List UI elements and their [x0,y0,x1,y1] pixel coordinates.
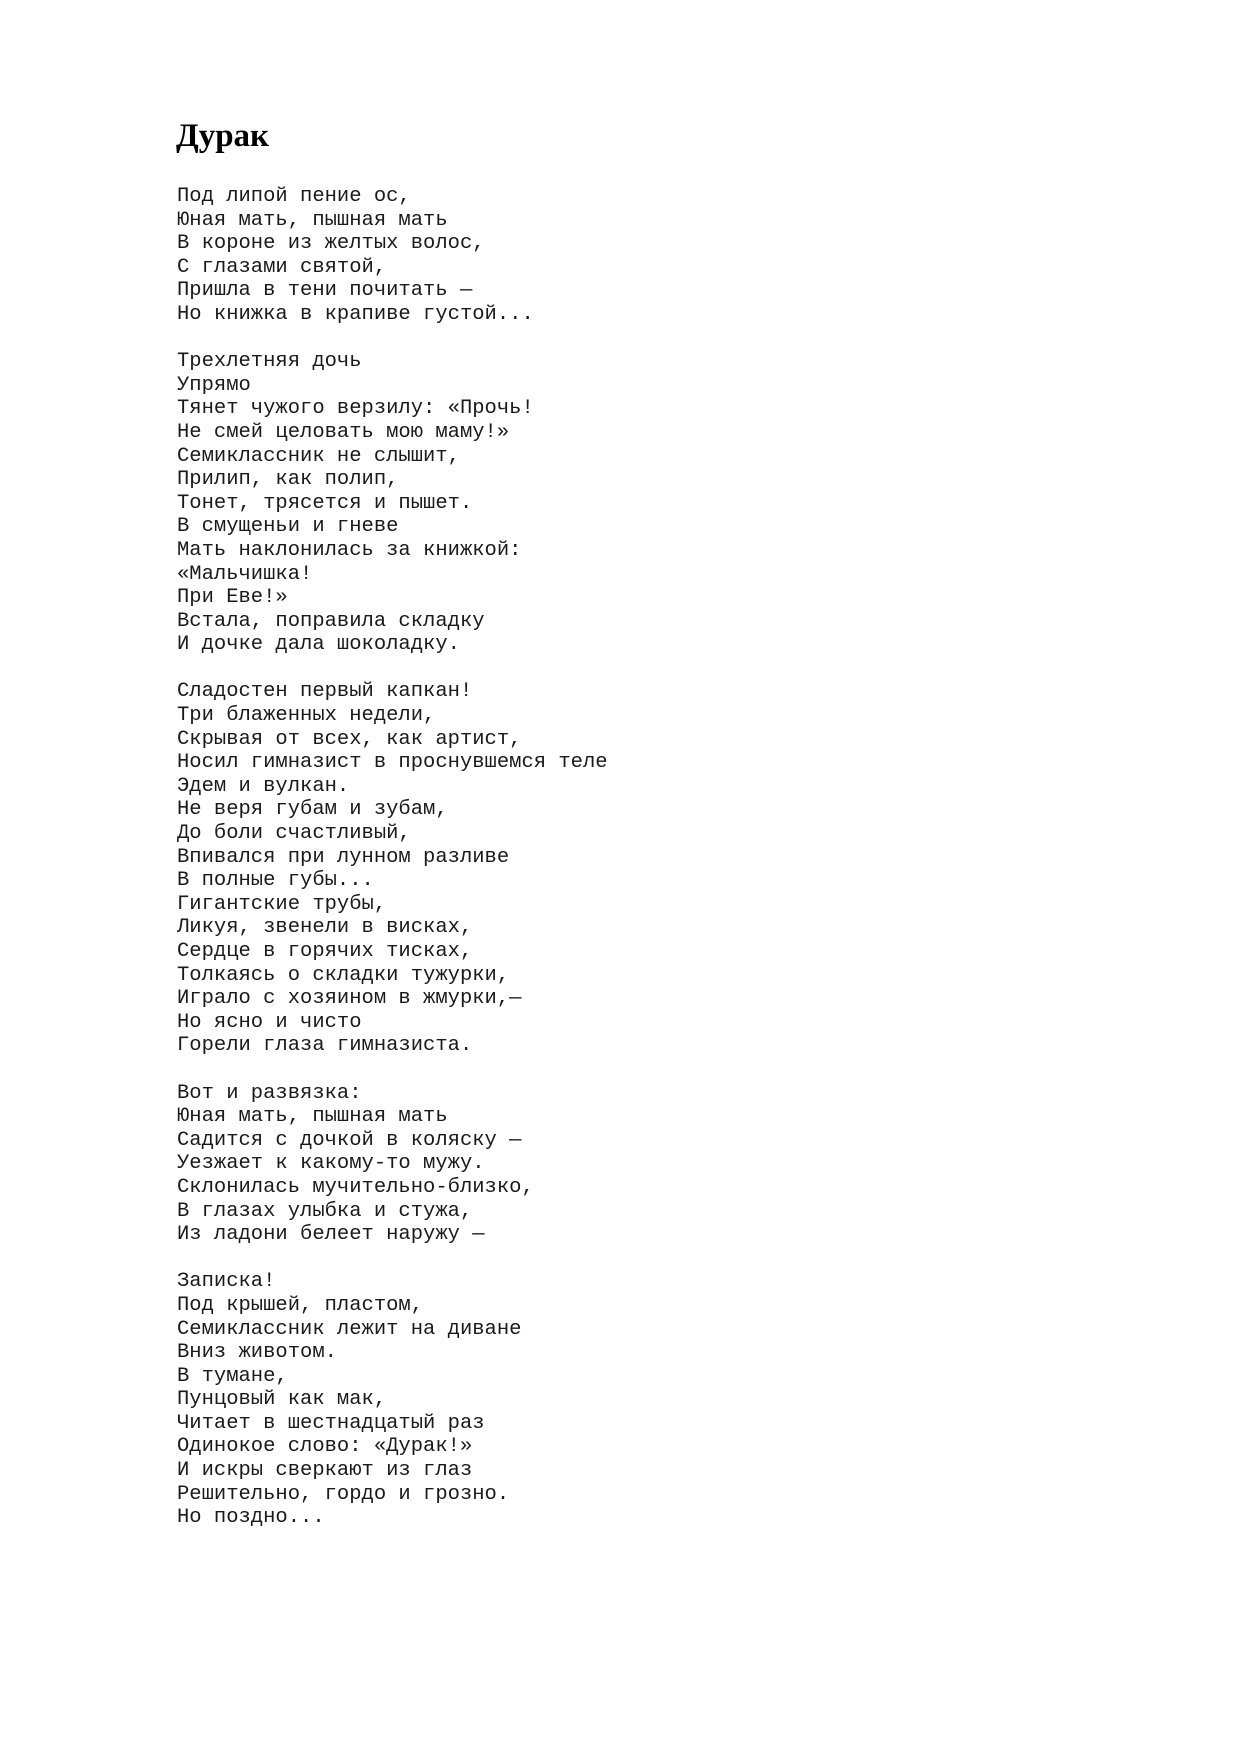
poem-line: Склонилась мучительно-близко, [177,1175,534,1199]
poem-line: Но поздно... [177,1506,325,1530]
poem-line: Юная мать, пышная мать [177,1105,448,1129]
poem-line: Тянет чужого верзилу: «Прочь! [177,397,534,421]
poem-line: Упрямо [177,373,251,397]
poem-line: Играло с хозяином в жмурки,— [177,987,522,1011]
poem-line: Не веря губам и зубам, [177,798,448,822]
stanza-4 [177,1082,1177,1247]
poem-line: Не смей целовать мою маму!» [177,420,510,444]
poem-line: И искры сверкают из глаз [177,1459,473,1483]
poem-line: Мать наклонилась за книжкой: [177,538,522,562]
poem-line: Сладостен первый капкан! [177,680,473,704]
poem-line: Семиклассник лежит на диване [177,1317,522,1341]
poem-line: Три блаженных недели, [177,704,436,728]
poem-line: Вниз животом. [177,1341,337,1365]
poem-line: Решительно, гордо и грозно. [177,1482,510,1506]
poem-line: Впивался при лунном разливе [177,845,510,869]
poem-line: Горели глаза гимназиста. [177,1034,473,1058]
poem-line: Толкаясь о складки тужурки, [177,963,510,987]
poem-line: В глазах улыбка и стужа, [177,1199,473,1223]
poem-line: До боли счастливый, [177,822,411,846]
poem-line: Носил гимназист в проснувшемся теле [177,751,608,775]
poem-line: Одинокое слово: «Дурак!» [177,1435,473,1459]
poem-line: Скрывая от всех, как артист, [177,727,522,751]
poem-line: Но ясно и чисто [177,1010,362,1034]
poem-line: Тонет, трясется и пышет. [177,491,473,515]
poem-line: Под липой пение ос, [177,185,411,208]
poem-line: Гигантские трубы, [177,892,387,916]
poem-line: В смущеньи и гневе [177,515,399,539]
poem-line: Встала, поправила складку [177,609,485,633]
poem-line: Читает в шестнадцатый раз [177,1411,485,1435]
poem-line: Из ладони белеет наружу — [177,1223,485,1247]
poem-line: При Еве!» [177,586,288,610]
stanza-1 [177,185,1177,327]
poem-line: Вот и развязка: [177,1081,362,1105]
poem-line: Семиклассник не слышит, [177,444,460,468]
poem-line: Ликуя, звенели в висках, [177,916,473,940]
stanza-2 [177,350,1177,657]
poem-line: С глазами святой, [177,255,387,279]
poem-line: И дочке дала шоколадку. [177,633,460,657]
poem-line: В полные губы... [177,869,374,893]
poem-line: Эдем и вулкан. [177,774,350,798]
poem-line: Пунцовый как мак, [177,1388,387,1412]
poem-line: Пришла в тени почитать — [177,279,473,303]
stanza-3 [177,680,1177,1058]
poem-line: Юная мать, пышная мать [177,208,448,232]
poem-line: Сердце в горячих тисках, [177,940,473,963]
poem-title: Дурак [176,118,270,154]
poem-line: Уезжает к какому-то мужу. [177,1152,485,1176]
poem-line: Под крышей, пластом, [177,1293,424,1317]
poem-line: Но книжка в крапиве густой... [177,302,534,326]
poem-line: Прилип, как полип, [177,468,399,492]
stanza-5 [177,1270,1177,1530]
poem-line: Записка! [177,1270,276,1294]
poem-line: Садится с дочкой в коляску — [177,1128,522,1152]
poem-line: В короне из желтых волос, [177,232,485,256]
poem-line: Трехлетняя дочь [177,350,362,374]
poem-line: «Мальчишка! [177,562,313,586]
poem-line: В тумане, [177,1364,288,1388]
poem-body [177,185,1177,1553]
